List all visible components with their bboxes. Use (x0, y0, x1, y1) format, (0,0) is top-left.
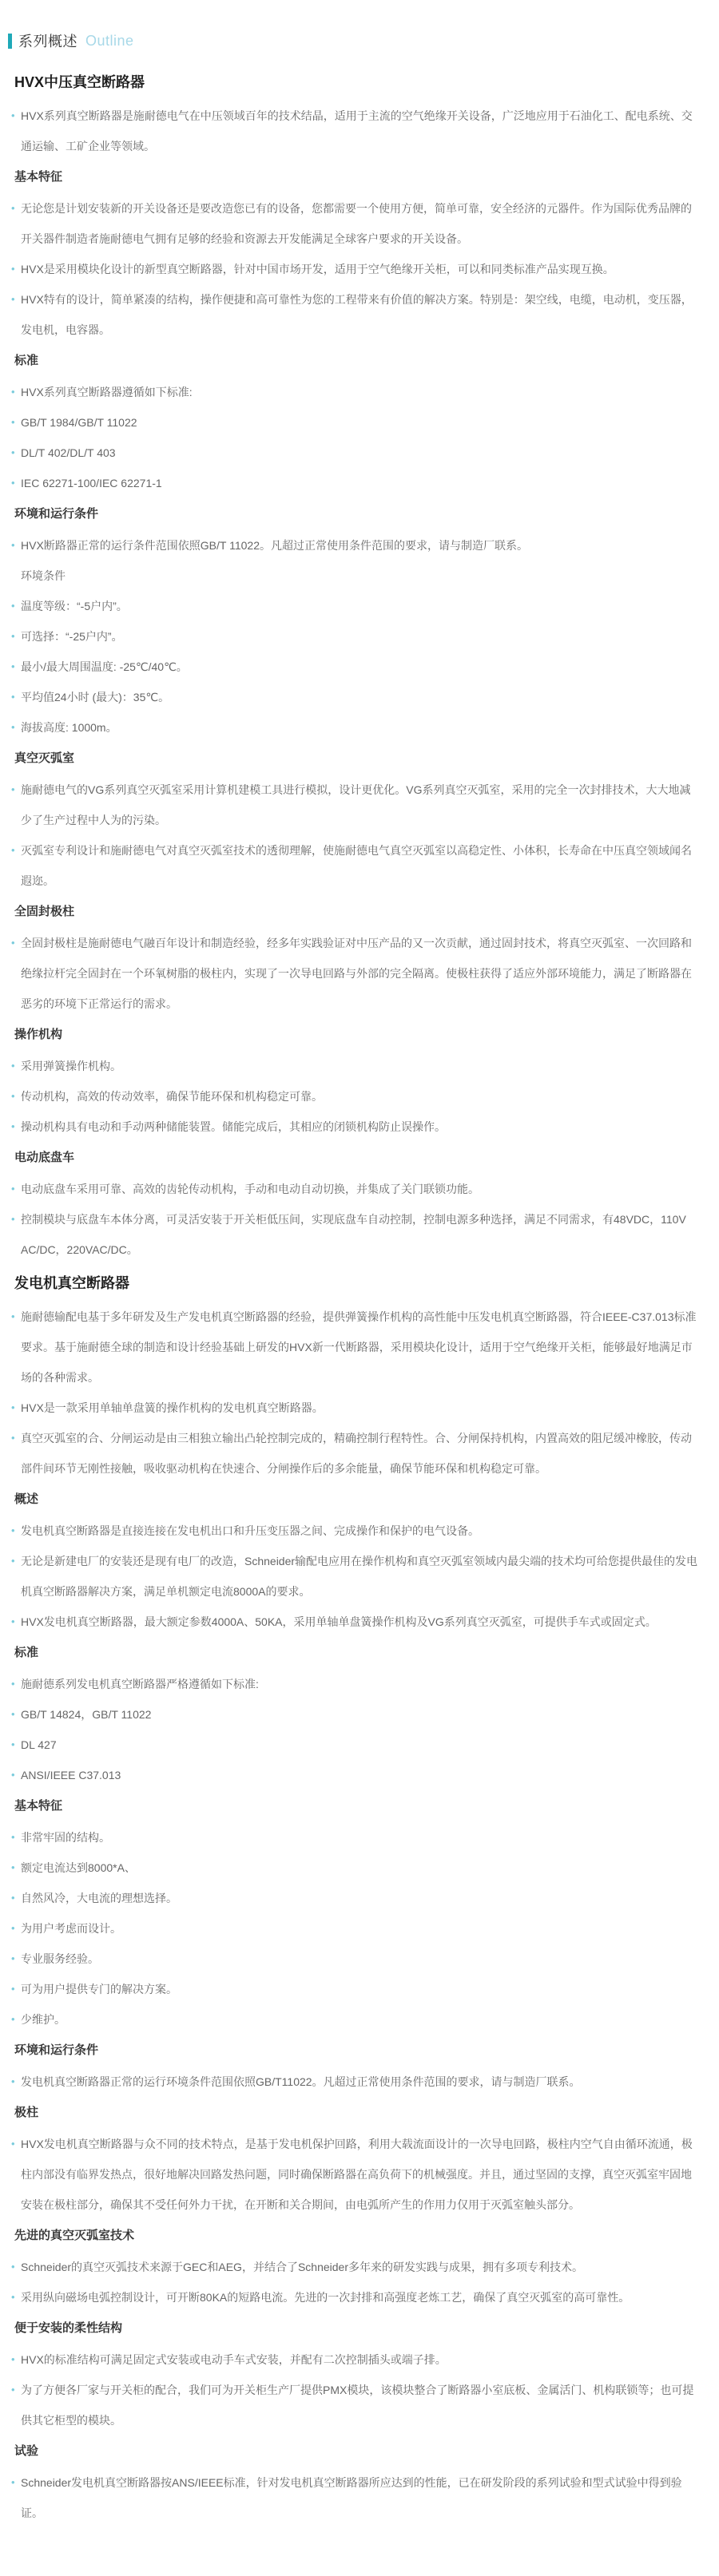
bullet-item (11, 1302, 698, 1393)
bullet-text: HVX是采用模块化设计的新型真空断路器，针对中国市场开发，适用于空气绝缘开关柜，可以和同类标准产品实现互换。 (21, 263, 614, 275)
bullet-item (11, 438, 698, 468)
plain-text: 环境条件 (21, 569, 66, 582)
bullet-text: GB/T 1984/GB/T 11022 (21, 416, 137, 429)
bullet-dot-icon (11, 468, 15, 498)
bullet-text: 施耐德输配电基于多年研发及生产发电机真空断路器的经验，提供弹簧操作机构的高性能中压发电机真空断路器，符合IEEE-C37.013标准要求。基于施耐德全球的制造和设计经验基础上研发的HVX新一代断路器，采用模块化设计，适用于空气绝缘开关柜，能够最好地满足市场的各种需求。 (21, 1310, 697, 1384)
bullet-dot-icon (11, 2282, 15, 2312)
bullet-item (11, 1423, 698, 1484)
bullet-dot-icon (11, 1913, 15, 1944)
bullet-item (11, 468, 698, 498)
sub-heading: 操作机构 (14, 1028, 63, 1041)
bullet-item (11, 1883, 698, 1913)
bullet-text: 无论您是计划安装新的开关设备还是要改造您已有的设备，您都需要一个使用方便，简单可靠，安全经济的元器件。作为国际优秀品牌的开关器件制造者施耐德电气拥有足够的经验和资源去开发能满足全球客户要求的开关设备。 (21, 202, 692, 245)
bullet-item (11, 2067, 698, 2097)
sub-heading: 环境和运行条件 (14, 507, 99, 521)
sub-heading: 概述 (14, 1492, 39, 1506)
bullet-text: 为了方便各厂家与开关柜的配合，我们可为开关柜生产厂提供PMX模块，该模块整合了断路器小室底板、金属活门、机构联锁等；也可提供其它柜型的模块。 (21, 2384, 694, 2427)
bullet-dot-icon (11, 530, 15, 561)
bullet-text: 灭弧室专利设计和施耐德电气对真空灭弧室技术的透彻理解，使施耐德电气真空灭弧室以高稳定性、小体积，长寿命在中压真空领域闻名遐迩。 (21, 844, 692, 887)
bullet-text: 可为用户提供专门的解决方案。 (21, 1983, 177, 1995)
bullet-dot-icon (11, 2252, 15, 2282)
bullet-dot-icon (11, 1883, 15, 1913)
bullet-text: 非常牢固的结构。 (21, 1831, 110, 1844)
product-heading: HVX中压真空断路器 (14, 74, 145, 90)
bullet-item (11, 928, 698, 1019)
bullet-item (11, 407, 698, 438)
sub-heading: 基本特征 (14, 1799, 63, 1813)
bullet-dot-icon (11, 1974, 15, 2004)
bullet-text: 最小/最大周围温度: -25℃/40℃。 (21, 660, 188, 673)
bullet-item (11, 1822, 698, 1853)
bullet-item (11, 1112, 698, 1142)
bullet-text: HVX系列真空断路器是施耐德电气在中压领域百年的技术结晶，适用于主流的空气绝缘开关设备，广泛地应用于石油化工、配电系统、交通运输、工矿企业等领域。 (21, 109, 693, 153)
bullet-item (11, 775, 698, 835)
bullet-dot-icon (11, 652, 15, 682)
bullet-text: DL 427 (21, 1738, 57, 1751)
bullet-dot-icon (11, 1760, 15, 1790)
sub-heading: 环境和运行条件 (14, 2043, 99, 2057)
bullet-item (11, 1607, 698, 1637)
bullet-text: HVX发电机真空断路器与众不同的技术特点，是基于发电机保护回路，利用大载流面设计的一次导电回路，极柱内空气自由循环流通，极柱内部没有临界发热点，很好地解决回路发热问题，同时确保断路器在高负荷下的机械强度。并且，通过坚固的支撑，真空灭弧室牢固地安装在极柱部分，确保其不受任何外力干扰，在开断和关合期间，由电弧所产生的作用力仅用于灭弧室触头部分。 (21, 2138, 693, 2211)
bullet-text: ANSI/IEEE C37.013 (21, 1769, 121, 1781)
bullet-item (11, 712, 698, 743)
bullet-dot-icon (11, 1822, 15, 1853)
bullet-text: 发电机真空断路器正常的运行环境条件范围依照GB/T11022。凡超过正常使用条件范围的要求，请与制造厂联系。 (21, 2075, 581, 2088)
bullet-dot-icon (11, 101, 15, 131)
bullet-dot-icon (11, 284, 15, 315)
bullet-item (11, 2004, 698, 2035)
bullet-item (11, 652, 698, 682)
bullet-text: IEC 62271-100/IEC 62271-1 (21, 477, 162, 489)
bullet-text: HVX断路器正常的运行条件范围依照GB/T 11022。凡超过正常使用条件范围的要求，请与制造厂联系。 (21, 539, 528, 552)
bullet-item (11, 530, 698, 561)
bullet-dot-icon (11, 2344, 15, 2375)
bullet-dot-icon (11, 1607, 15, 1637)
bullet-text: 平均值24小时 (最大)：35℃。 (21, 691, 170, 703)
bullet-item (11, 1760, 698, 1790)
bullet-dot-icon (11, 1546, 15, 1576)
bullet-dot-icon (11, 1051, 15, 1081)
bullet-dot-icon (11, 1730, 15, 1760)
bullet-text: 施耐德电气的VG系列真空灭弧室采用计算机建模工具进行模拟，设计更优化。VG系列真空灭弧室，采用的完全一次封排技术，大大地减少了生产过程中人为的污染。 (21, 783, 691, 826)
bullet-text: 操动机构具有电动和手动两种储能装置。储能完成后，其相应的闭锁机构防止误操作。 (21, 1120, 446, 1133)
sub-heading: 电动底盘车 (14, 1151, 75, 1164)
bullet-text: HVX系列真空断路器遵循如下标准: (21, 386, 193, 398)
bullet-item (11, 1730, 698, 1760)
bullet-item (11, 1853, 698, 1883)
bullet-dot-icon (11, 1081, 15, 1112)
bullet-item (11, 591, 698, 621)
bullet-text: DL/T 402/DL/T 403 (21, 446, 116, 459)
bullet-item (11, 284, 698, 345)
sub-heading: 基本特征 (14, 170, 63, 184)
bullet-dot-icon (11, 621, 15, 652)
bullet-text: 采用弹簧操作机构。 (21, 1060, 121, 1072)
bullet-text: 可选择：“-25户内”。 (21, 630, 123, 643)
content-blocks (8, 64, 698, 2528)
section-title-zh: 系列概述 (18, 34, 77, 50)
sub-heading: 试验 (14, 2444, 39, 2458)
bullet-dot-icon (11, 1423, 15, 1453)
bullet-text: 真空灭弧室的合、分闸运动是由三相独立输出凸轮控制完成的，精确控制行程特性。合、分闸保持机构，内置高效的阻尼缓冲橡胶，传动部件间环节无刚性接触，吸收驱动机构在快速合、分闸操作后的多余能量，确保节能环保和机构稳定可靠。 (21, 1432, 692, 1475)
bullet-text: 采用纵向磁场电弧控制设计，可开断80KA的短路电流。先进的一次封排和高强度老炼工艺，确保了真空灭弧室的高可靠性。 (21, 2291, 630, 2304)
bullet-dot-icon (11, 1944, 15, 1974)
bullet-dot-icon (11, 407, 15, 438)
bullet-dot-icon (11, 775, 15, 805)
bullet-item (11, 1051, 698, 1081)
bullet-dot-icon (11, 377, 15, 407)
bullet-dot-icon (11, 1393, 15, 1423)
bullet-item (11, 1974, 698, 2004)
bullet-item (11, 2252, 698, 2282)
bullet-dot-icon (11, 682, 15, 712)
bullet-dot-icon (11, 1516, 15, 1546)
bullet-item (11, 621, 698, 652)
bullet-item (11, 254, 698, 284)
sub-heading: 便于安装的柔性结构 (14, 2321, 123, 2335)
bullet-text: 额定电流达到8000*A、 (21, 1861, 136, 1874)
bullet-dot-icon (11, 835, 15, 866)
bullet-dot-icon (11, 193, 15, 224)
sub-heading: 标准 (14, 354, 39, 367)
bullet-text: HVX的标准结构可满足固定式安装或电动手车式安装，并配有二次控制插头或端子排。 (21, 2353, 447, 2366)
bullet-text: HVX是一款采用单轴单盘簧的操作机构的发电机真空断路器。 (21, 1401, 324, 1414)
section-header (8, 30, 698, 51)
bullet-text: 温度等级：“-5户内”。 (21, 600, 128, 612)
bullet-text: Schneider的真空灭弧技术来源于GEC和AEG，并结合了Schneider多年来的研发实践与成果，拥有多项专利技术。 (21, 2261, 583, 2273)
bullet-dot-icon (11, 2467, 15, 2498)
bullet-dot-icon (11, 254, 15, 284)
bullet-dot-icon (11, 1853, 15, 1883)
bullet-dot-icon (11, 1112, 15, 1142)
accent-bar-icon (8, 34, 12, 49)
bullet-item (11, 1393, 698, 1423)
bullet-dot-icon (11, 1174, 15, 1204)
bullet-dot-icon (11, 2375, 15, 2405)
bullet-item (11, 1516, 698, 1546)
bullet-text: 全固封极柱是施耐德电气融百年设计和制造经验，经多年实践验证对中压产品的又一次贡献，通过固封技术，将真空灭弧室、一次回路和绝缘拉杆完全固封在一个环氧树脂的极柱内，实现了一次导电回路与外部的完全隔离。使极柱获得了适应外部环境能力，满足了断路器在恶劣的环境下正常运行的需求。 (21, 937, 692, 1010)
bullet-item (11, 1204, 698, 1265)
bullet-text: 为用户考虑而设计。 (21, 1922, 121, 1935)
sub-heading: 极柱 (14, 2106, 39, 2119)
bullet-item (11, 2129, 698, 2220)
bullet-dot-icon (11, 1699, 15, 1730)
product-heading: 发电机真空断路器 (14, 1275, 129, 1291)
bullet-dot-icon (11, 712, 15, 743)
bullet-item (11, 1546, 698, 1607)
bullet-item (11, 101, 698, 161)
bullet-text: GB/T 14824，GB/T 11022 (21, 1708, 152, 1721)
bullet-text: 海拔高度: 1000m。 (21, 721, 117, 734)
bullet-text: 自然风冷，大电流的理想选择。 (21, 1892, 177, 1904)
bullet-dot-icon (11, 591, 15, 621)
bullet-item (11, 193, 698, 254)
bullet-text: 电动底盘车采用可靠、高效的齿轮传动机构，手动和电动自动切换，并集成了关门联锁功能。 (21, 1183, 479, 1195)
bullet-dot-icon (11, 1204, 15, 1234)
bullet-item (11, 1699, 698, 1730)
bullet-dot-icon (11, 2129, 15, 2159)
bullet-dot-icon (11, 438, 15, 468)
bullet-text: 少维护。 (21, 2013, 66, 2026)
bullet-item (11, 2282, 698, 2312)
bullet-item (11, 1944, 698, 1974)
bullet-item (11, 2375, 698, 2435)
bullet-text: 施耐德系列发电机真空断路器严格遵循如下标准: (21, 1678, 259, 1690)
bullet-item (11, 1081, 698, 1112)
bullet-item (11, 2467, 698, 2528)
bullet-text: 控制模块与底盘车本体分离，可灵活安装于开关柜低压间，实现底盘车自动控制，控制电源多种选择，满足不同需求，有48VDC，110V AC/DC，220VAC/DC。 (21, 1213, 686, 1256)
bullet-dot-icon (11, 1669, 15, 1699)
bullet-item (11, 377, 698, 407)
bullet-text: HVX特有的设计，简单紧凑的结构，操作便捷和高可靠性为您的工程带来有价值的解决方案。特别是：架空线，电缆，电动机，变压器，发电机，电容器。 (21, 293, 693, 336)
bullet-item (11, 2344, 698, 2375)
sub-heading: 真空灭弧室 (14, 751, 75, 765)
sub-heading: 全固封极柱 (14, 905, 75, 918)
bullet-dot-icon (11, 928, 15, 958)
bullet-text: 专业服务经验。 (21, 1952, 99, 1965)
bullet-item (11, 1174, 698, 1204)
bullet-item (11, 682, 698, 712)
bullet-dot-icon (11, 1302, 15, 1332)
bullet-text: 无论是新建电厂的安装还是现有电厂的改造，Schneider输配电应用在操作机构和真空灭弧室领域内最尖端的技术均可给您提供最佳的发电机真空断路器解决方案，满足单机额定电流8000A的要求。 (21, 1555, 698, 1598)
bullet-text: HVX发电机真空断路器，最大额定参数4000A、50KA，采用单轴单盘簧操作机构及VG系列真空灭弧室，可提供手车式或固定式。 (21, 1615, 657, 1628)
bullet-item (11, 1913, 698, 1944)
bullet-dot-icon (11, 2067, 15, 2097)
sub-heading: 标准 (14, 1646, 39, 1659)
bullet-item (11, 835, 698, 896)
bullet-text: 发电机真空断路器是直接连接在发电机出口和升压变压器之间、完成操作和保护的电气设备。 (21, 1524, 479, 1537)
bullet-item (11, 1669, 698, 1699)
bullet-text: 传动机构，高效的传动效率，确保节能环保和机构稳定可靠。 (21, 1090, 323, 1103)
bullet-text: Schneider发电机真空断路器按ANS/IEEE标准，针对发电机真空断路器所应达到的性能，已在研发阶段的系列试验和型式试验中得到验证。 (21, 2476, 682, 2519)
section-title-en: Outline (85, 32, 134, 49)
sub-heading: 先进的真空灭弧室技术 (14, 2229, 135, 2242)
bullet-dot-icon (11, 2004, 15, 2035)
